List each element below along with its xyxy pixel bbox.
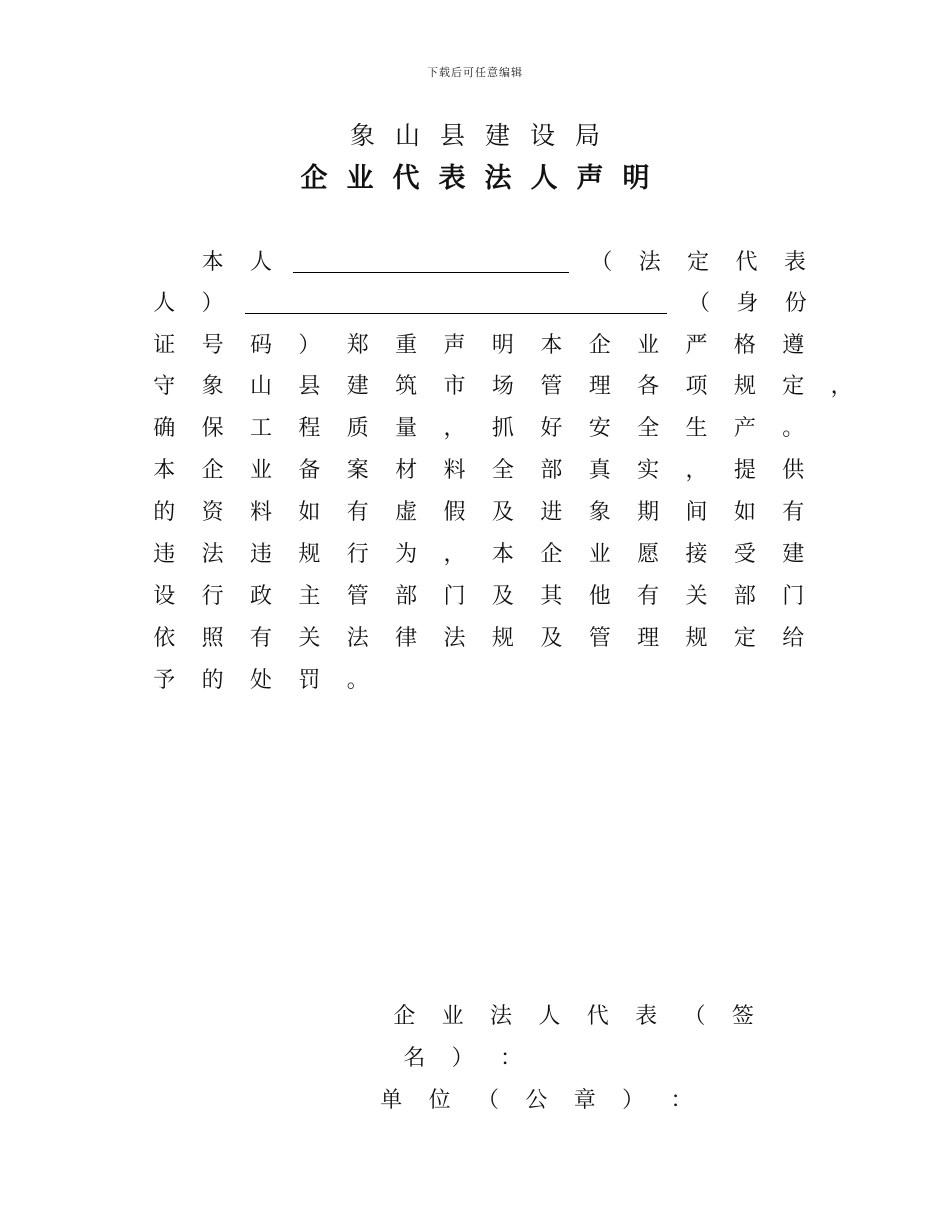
statement-line: 予 的 处 罚 。 xyxy=(153,667,369,693)
statement-line: 设 行 政 主 管 部 门 及 其 他 有 关 部 门 xyxy=(153,583,805,609)
statement-text: （ 身 份 xyxy=(687,290,807,316)
signature-label: 企 业 法 人 代 表 （ 签 xyxy=(393,1003,754,1029)
header-note: 下载后可任意编辑 xyxy=(427,66,523,79)
issuer-title: 象山县建设局 xyxy=(349,121,620,150)
id-number-blank[interactable] xyxy=(245,289,667,314)
document-title: 企业代表法人声明 xyxy=(300,163,669,194)
statement-line: 本 企 业 备 案 材 料 全 部 真 实 ， 提 供 xyxy=(153,458,805,484)
statement-line-2 xyxy=(140,283,820,319)
signature-line-1 xyxy=(380,996,767,1032)
statement-line: 违 法 违 规 行 为 ， 本 企 业 愿 接 受 建 xyxy=(153,542,805,567)
statement-line: 依 照 有 关 法 律 法 规 及 管 理 规 定 给 xyxy=(153,625,805,651)
statement-text: 本 人 xyxy=(201,249,272,275)
statement-line: 守 象 山 县 建 筑 市 场 管 理 各 项 规 定 ， xyxy=(153,374,853,400)
statement-line: 确 保 工 程 质 量 ， 抓 好 安 全 生 产 。 xyxy=(153,416,805,442)
seal-label: 单 位 （ 公 章 ） ： xyxy=(380,1087,693,1113)
name-blank[interactable] xyxy=(293,248,569,273)
statement-text: 人 ） xyxy=(153,290,224,316)
seal-line xyxy=(367,1080,706,1116)
statement-text: （ 法 定 代 表 xyxy=(590,249,806,275)
statement-line: 证 号 码 ） 郑 重 声 明 本 企 业 严 格 遵 xyxy=(153,332,805,358)
statement-line-1 xyxy=(140,242,819,278)
statement-line: 的 资 料 如 有 虚 假 及 进 象 期 间 如 有 xyxy=(153,500,805,526)
signature-line-2 xyxy=(390,1038,535,1074)
signature-label: 名 ） ： xyxy=(403,1045,522,1071)
